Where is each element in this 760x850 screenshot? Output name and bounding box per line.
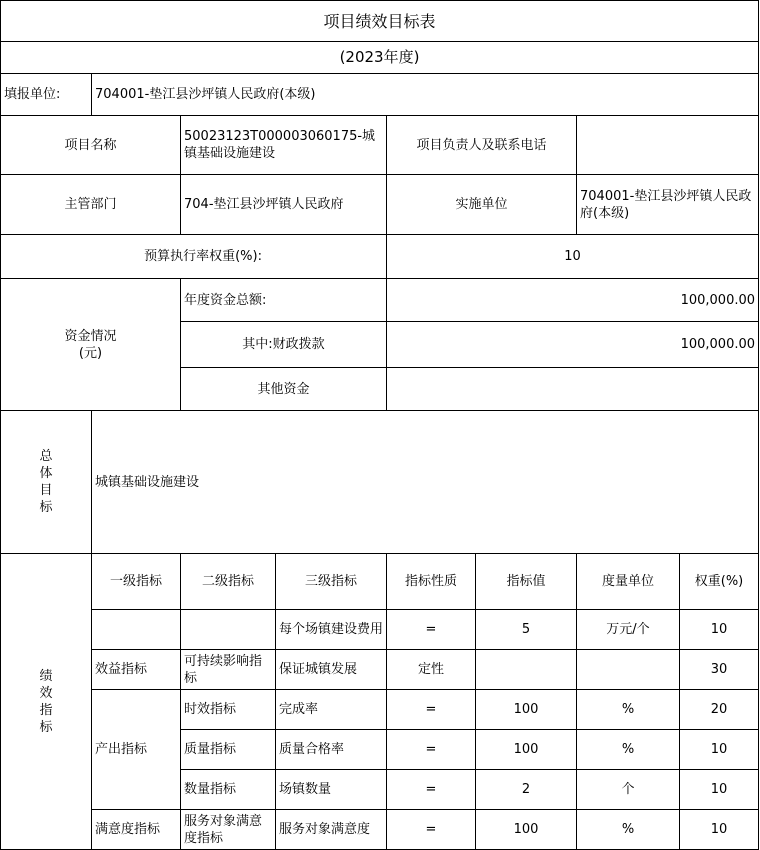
project-name-value: 50023123T000003060175-城镇基础设施建设	[181, 116, 387, 175]
budget-weight-value: 10	[387, 235, 759, 279]
indicator-level1	[92, 610, 181, 650]
indicator-value: 100	[476, 810, 577, 850]
table-row	[1, 650, 759, 690]
indicator-nature: =	[387, 610, 476, 650]
manager-label: 项目负责人及联系电话	[387, 116, 577, 175]
indicator-level2: 数量指标	[181, 770, 276, 810]
goal-char-2: 体	[39, 466, 53, 481]
indicator-unit: %	[577, 690, 680, 730]
indicator-level3: 完成率	[276, 690, 387, 730]
indicator-level3: 场镇数量	[276, 770, 387, 810]
indicators-label	[1, 554, 92, 850]
indicator-level3: 每个场镇建设费用	[276, 610, 387, 650]
indicator-level3: 质量合格率	[276, 730, 387, 770]
indicator-level2: 服务对象满意度指标	[181, 810, 276, 850]
indicator-unit	[577, 650, 680, 690]
indicators-char-3: 指	[39, 702, 53, 718]
indicator-nature: =	[387, 810, 476, 850]
indicator-level1: 产出指标	[92, 690, 181, 810]
funds-total-value: 100,000.00	[387, 279, 759, 322]
indicator-value: 100	[476, 730, 577, 770]
dept-label: 主管部门	[1, 175, 181, 235]
impl-label: 实施单位	[387, 175, 577, 235]
indicator-weight: 10	[680, 730, 759, 770]
budget-weight-label: 预算执行率权重(%):	[1, 235, 387, 279]
indicators-char-4: 标	[39, 719, 53, 735]
indicator-weight: 20	[680, 690, 759, 730]
table-year: (2023年度)	[1, 42, 759, 74]
goal-char-4: 标	[39, 500, 53, 515]
overall-goal-value: 城镇基础设施建设	[92, 411, 759, 554]
unit-row	[1, 74, 759, 116]
indicator-unit: %	[577, 810, 680, 850]
overall-goal-label	[1, 411, 92, 554]
header-nature: 指标性质	[387, 554, 476, 610]
indicator-level2	[181, 610, 276, 650]
indicators-char-2: 效	[39, 685, 53, 701]
header-weight: 权重(%)	[680, 554, 759, 610]
unit-value: 704001-垫江县沙坪镇人民政府(本级)	[92, 74, 759, 116]
table-row	[1, 810, 759, 850]
goal-char-3: 目	[39, 483, 53, 498]
indicator-unit: 万元/个	[577, 610, 680, 650]
budget-weight-row	[1, 235, 759, 279]
unit-label: 填报单位:	[1, 74, 92, 116]
indicator-level1: 满意度指标	[92, 810, 181, 850]
indicators-char-1: 绩	[39, 668, 53, 684]
indicator-nature: =	[387, 770, 476, 810]
dept-value: 704-垫江县沙坪镇人民政府	[181, 175, 387, 235]
goal-char-1: 总	[39, 449, 53, 464]
funds-fiscal-value: 100,000.00	[387, 322, 759, 368]
header-unit: 度量单位	[577, 554, 680, 610]
indicator-level3: 服务对象满意度	[276, 810, 387, 850]
project-name-row	[1, 116, 759, 175]
indicator-level2: 时效指标	[181, 690, 276, 730]
funds-total-label: 年度资金总额:	[181, 279, 387, 322]
indicator-weight: 10	[680, 770, 759, 810]
indicator-nature: =	[387, 730, 476, 770]
table-title: 项目绩效目标表	[1, 1, 759, 42]
indicator-level3: 保证城镇发展	[276, 650, 387, 690]
indicator-weight: 10	[680, 610, 759, 650]
indicator-value: 2	[476, 770, 577, 810]
indicator-weight: 10	[680, 810, 759, 850]
header-level1: 一级指标	[92, 554, 181, 610]
manager-value	[577, 116, 759, 175]
table-row	[1, 610, 759, 650]
overall-goal-row	[1, 411, 759, 554]
title-row	[1, 1, 759, 42]
indicator-header-row	[1, 554, 759, 610]
department-row	[1, 175, 759, 235]
table-row	[1, 690, 759, 730]
funds-label-line1: 资金情况	[64, 328, 117, 344]
header-level3: 三级指标	[276, 554, 387, 610]
indicator-unit: 个	[577, 770, 680, 810]
funds-other-label: 其他资金	[181, 368, 387, 411]
indicator-value: 5	[476, 610, 577, 650]
header-value: 指标值	[476, 554, 577, 610]
indicator-value: 100	[476, 690, 577, 730]
indicator-weight: 30	[680, 650, 759, 690]
funds-fiscal-label: 其中:财政拨款	[181, 322, 387, 368]
funds-other-value	[387, 368, 759, 411]
indicator-nature: =	[387, 690, 476, 730]
indicator-unit: %	[577, 730, 680, 770]
indicator-level1: 效益指标	[92, 650, 181, 690]
header-level2: 二级指标	[181, 554, 276, 610]
indicator-level2: 可持续影响指标	[181, 650, 276, 690]
funds-total-row	[1, 279, 759, 322]
indicator-nature: 定性	[387, 650, 476, 690]
impl-value: 704001-垫江县沙坪镇人民政府(本级)	[577, 175, 759, 235]
funds-label	[1, 279, 181, 411]
year-row	[1, 42, 759, 74]
indicator-level2: 质量指标	[181, 730, 276, 770]
project-name-label: 项目名称	[1, 116, 181, 175]
funds-label-line2: (元)	[78, 345, 103, 361]
indicator-value	[476, 650, 577, 690]
